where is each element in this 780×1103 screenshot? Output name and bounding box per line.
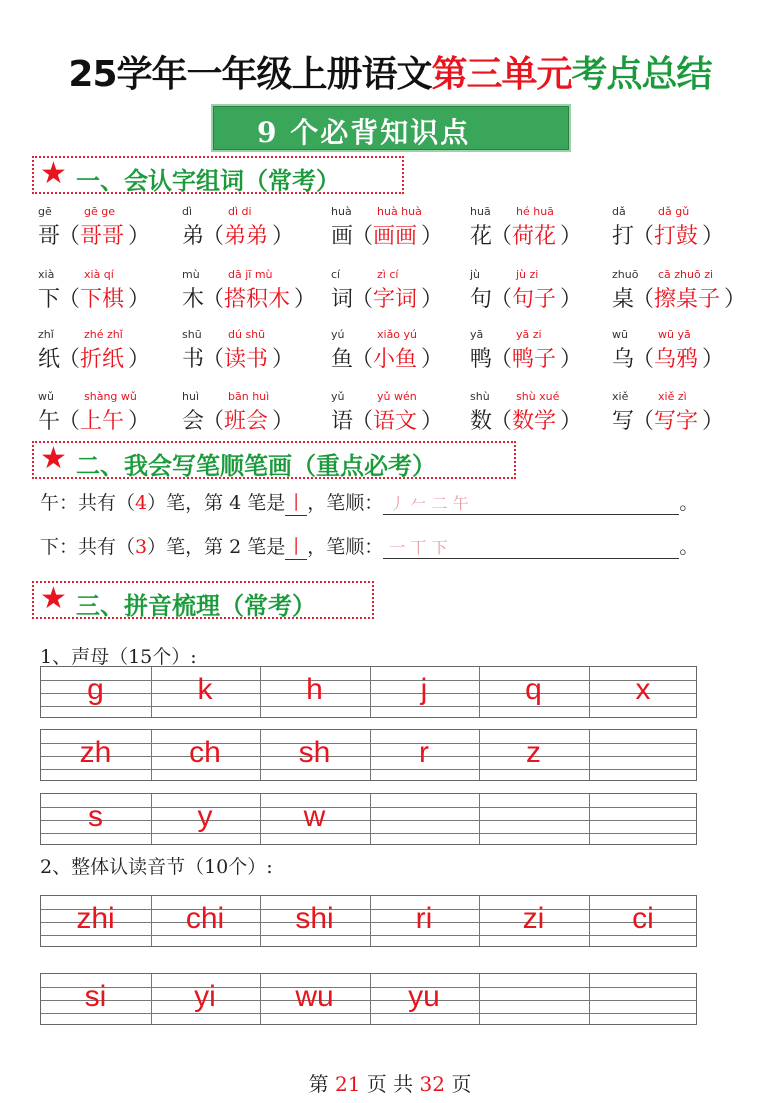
vocab-cell <box>331 390 481 440</box>
vocab-char-pinyin: zhuō <box>612 268 639 281</box>
vocab-char-pinyin: dǎ <box>612 205 626 218</box>
word: 荷花 <box>512 224 557 249</box>
grid-divider <box>589 974 590 1024</box>
vocab-char: 写 <box>612 409 635 434</box>
vocab-char: 花 <box>470 224 493 249</box>
vocab-cell <box>38 268 188 318</box>
total-pages: 32 <box>419 1072 445 1096</box>
word-pinyin: bān huì <box>228 390 270 403</box>
close-paren: ） <box>702 224 725 249</box>
pinyin-grid-row <box>40 666 697 718</box>
star-icon: ★ <box>40 441 67 476</box>
pinyin-cell: x <box>635 673 651 706</box>
pinyin-cell: yi <box>194 980 216 1013</box>
pinyin-cell: j <box>420 673 428 706</box>
pinyin-cell: shi <box>295 902 334 935</box>
word: 句子 <box>512 287 557 312</box>
vocab-cell <box>470 205 620 255</box>
vocab-char: 木 <box>182 287 205 312</box>
grid-divider <box>589 730 590 780</box>
word: 折纸 <box>80 347 125 372</box>
vocab-cell <box>182 328 332 378</box>
word-pinyin: xiě zì <box>658 390 687 403</box>
open-paren: （ <box>632 347 655 372</box>
vocab-char-pinyin: yā <box>470 328 484 341</box>
vocab-char-pinyin: xià <box>38 268 55 281</box>
title-part2: 第三单元 <box>431 54 572 95</box>
text: ）笔，第 4 笔是 <box>147 492 286 514</box>
word-pinyin: yā zi <box>516 328 542 341</box>
section-title-2: 二、我会写笔顺笔画（重点必考） <box>76 452 436 480</box>
open-paren: （ <box>351 409 374 434</box>
close-paren: ） <box>128 409 151 434</box>
footer-text: 第 <box>308 1072 335 1096</box>
text: ，笔顺： <box>307 536 384 558</box>
grid-divider <box>589 794 590 844</box>
stroke-order: 一 丅 下 <box>389 538 448 557</box>
text: 。 <box>679 536 699 558</box>
vocab-char: 弟 <box>182 224 205 249</box>
vocab-char-pinyin: huà <box>331 205 352 218</box>
pinyin-cell: r <box>419 736 429 769</box>
vocab-char: 句 <box>470 287 493 312</box>
title-part1: 25学年一年级上册语文 <box>68 54 432 95</box>
vocab-char: 打 <box>612 224 635 249</box>
close-paren: ） <box>128 287 151 312</box>
stroke-answer: 丨 <box>285 488 307 516</box>
open-paren: （ <box>490 224 513 249</box>
footer-text: 页 共 <box>360 1072 420 1096</box>
word-pinyin: dì di <box>228 205 252 218</box>
open-paren: （ <box>202 224 225 249</box>
word-pinyin: zì cí <box>377 268 399 281</box>
vocab-char-pinyin: wū <box>612 328 628 341</box>
close-paren: ） <box>702 347 725 372</box>
open-paren: （ <box>351 347 374 372</box>
pinyin-cell: ci <box>632 902 654 935</box>
vocab-char: 会 <box>182 409 205 434</box>
word: 班会 <box>224 409 269 434</box>
vocab-cell <box>182 268 332 318</box>
vocab-char: 桌 <box>612 287 635 312</box>
word-pinyin: wū yā <box>658 328 691 341</box>
pinyin-grid-row <box>40 973 697 1025</box>
footer-text: 页 <box>444 1072 472 1096</box>
pinyin-cell: w <box>303 800 326 833</box>
word-pinyin: dú shū <box>228 328 266 341</box>
word-pinyin: xià qí <box>84 268 114 281</box>
pinyin-cell: zi <box>522 902 545 935</box>
open-paren: （ <box>351 287 374 312</box>
stroke-count: 3 <box>135 536 148 558</box>
vocab-cell <box>612 268 762 318</box>
word-pinyin: dǎ gǔ <box>658 205 690 218</box>
stroke-order-blank <box>383 491 679 515</box>
pinyin-cell: zh <box>79 736 112 769</box>
close-paren: ） <box>421 409 444 434</box>
close-paren: ） <box>421 287 444 312</box>
stroke-line-2 <box>40 532 698 560</box>
star-icon: ★ <box>40 581 67 616</box>
vocab-char: 下 <box>38 287 61 312</box>
vocab-char-pinyin: huā <box>470 205 491 218</box>
word: 哥哥 <box>80 224 125 249</box>
open-paren: （ <box>632 287 655 312</box>
pinyin-cell: si <box>84 980 107 1013</box>
open-paren: （ <box>58 347 81 372</box>
word-pinyin: huà huà <box>377 205 422 218</box>
word-pinyin: dā jī mù <box>228 268 273 281</box>
open-paren: （ <box>202 287 225 312</box>
vocab-char-pinyin: zhǐ <box>38 328 54 341</box>
close-paren: ） <box>724 287 747 312</box>
vocab-char: 鱼 <box>331 347 354 372</box>
open-paren: （ <box>490 409 513 434</box>
vocab-char: 数 <box>470 409 493 434</box>
text: 。 <box>679 492 699 514</box>
text: ：共有（ <box>59 536 136 558</box>
vocab-cell <box>182 390 332 440</box>
pinyin-grid-row <box>40 793 697 845</box>
initials-label: 1、声母（15个）: <box>40 646 197 668</box>
word: 写字 <box>654 409 699 434</box>
pinyin-cell: wu <box>295 980 334 1013</box>
page-number: 21 <box>335 1072 361 1096</box>
vocab-char-pinyin: wǔ <box>38 390 54 403</box>
close-paren: ） <box>272 224 295 249</box>
vocab-cell <box>612 390 762 440</box>
stroke-count: 4 <box>135 492 148 514</box>
page-footer <box>0 1068 780 1097</box>
close-paren: ） <box>560 287 583 312</box>
vocab-cell <box>38 328 188 378</box>
vocab-char-pinyin: gē <box>38 205 52 218</box>
close-paren: ） <box>128 224 151 249</box>
close-paren: ） <box>560 224 583 249</box>
close-paren: ） <box>421 347 444 372</box>
word: 下棋 <box>80 287 125 312</box>
vocab-char-pinyin: mù <box>182 268 200 281</box>
grid-divider <box>370 794 371 844</box>
vocab-cell <box>38 390 188 440</box>
vocab-cell <box>470 268 620 318</box>
pinyin-cell: yu <box>408 980 440 1013</box>
word: 数学 <box>512 409 557 434</box>
page-title <box>0 46 780 97</box>
section-title-1: 一、会认字组词（常考） <box>76 167 340 195</box>
word: 乌鸦 <box>654 347 699 372</box>
vocab-cell <box>38 205 188 255</box>
open-paren: （ <box>202 347 225 372</box>
vocab-char-pinyin: xiě <box>612 390 629 403</box>
word-pinyin: yǔ wén <box>377 390 417 403</box>
open-paren: （ <box>58 224 81 249</box>
word: 打鼓 <box>654 224 699 249</box>
vocab-char: 词 <box>331 287 354 312</box>
vocab-char: 乌 <box>612 347 635 372</box>
pinyin-cell: g <box>87 673 104 706</box>
close-paren: ） <box>702 409 725 434</box>
vocab-char: 午 <box>38 409 61 434</box>
vocab-cell <box>331 328 484 378</box>
vocab-char-pinyin: shù <box>470 390 490 403</box>
vocab-cell <box>612 328 762 378</box>
vocab-char: 书 <box>182 347 205 372</box>
word: 搭积木 <box>224 287 291 312</box>
star-icon: ★ <box>40 156 67 191</box>
open-paren: （ <box>351 224 374 249</box>
open-paren: （ <box>202 409 225 434</box>
title-part3: 考点总结 <box>571 54 712 95</box>
close-paren: ） <box>560 347 583 372</box>
word: 字词 <box>373 287 418 312</box>
vocab-char: 鸭 <box>470 347 493 372</box>
section-title-3: 三、拼音梳理（常考） <box>76 592 316 620</box>
open-paren: （ <box>632 224 655 249</box>
section-heading-3 <box>32 581 374 619</box>
vocab-char-pinyin: shū <box>182 328 202 341</box>
text: ，笔顺： <box>307 492 384 514</box>
vocab-cell <box>470 390 620 440</box>
vocab-char: 纸 <box>38 347 61 372</box>
word-pinyin: jù zi <box>516 268 539 281</box>
pinyin-cell: q <box>525 673 542 706</box>
word-pinyin: shù xué <box>516 390 560 403</box>
word-pinyin: shàng wǔ <box>84 390 137 403</box>
word-pinyin: zhé zhǐ <box>84 328 123 341</box>
vocab-char: 语 <box>331 409 354 434</box>
grid-divider <box>479 974 480 1024</box>
section-heading-1 <box>32 156 404 194</box>
pinyin-cell: chi <box>185 902 225 935</box>
open-paren: （ <box>490 287 513 312</box>
text: ）笔，第 2 笔是 <box>147 536 286 558</box>
vocab-char-pinyin: cí <box>331 268 341 281</box>
stroke-answer: 丨 <box>285 532 307 560</box>
close-paren: ） <box>421 224 444 249</box>
word: 读书 <box>224 347 269 372</box>
word: 画画 <box>373 224 418 249</box>
word-pinyin: hé huā <box>516 205 554 218</box>
vocab-cell <box>470 328 620 378</box>
word-pinyin: xiǎo yú <box>377 328 418 341</box>
pinyin-cell: h <box>306 673 323 706</box>
vocab-cell <box>331 205 481 255</box>
banner-text: 9 个必背知识点 <box>257 116 471 149</box>
word-pinyin: cā zhuō zi <box>658 268 714 281</box>
syllables-label: 2、整体认读音节（10个）: <box>40 856 273 878</box>
pinyin-cell: sh <box>298 736 331 769</box>
close-paren: ） <box>560 409 583 434</box>
word: 语文 <box>373 409 418 434</box>
vocab-char-pinyin: yú <box>331 328 345 341</box>
vocab-char: 哥 <box>38 224 61 249</box>
open-paren: （ <box>58 287 81 312</box>
word-pinyin: gē ge <box>84 205 115 218</box>
vocab-cell <box>331 268 481 318</box>
vocab-char-pinyin: dì <box>182 205 193 218</box>
vocab-cell <box>612 205 762 255</box>
close-paren: ） <box>294 287 317 312</box>
stroke-order: 丿 𠂉 二 午 <box>389 494 469 513</box>
pinyin-cell: s <box>88 800 103 833</box>
char: 午 <box>40 492 60 514</box>
word: 小鱼 <box>373 347 418 372</box>
grid-divider <box>479 794 480 844</box>
close-paren: ） <box>272 409 295 434</box>
close-paren: ） <box>272 347 295 372</box>
vocab-cell <box>182 205 332 255</box>
word: 擦桌子 <box>654 287 721 312</box>
vocab-char-pinyin: huì <box>182 390 199 403</box>
vocab-char-pinyin: yǔ <box>331 390 345 403</box>
pinyin-cell: ch <box>189 736 221 769</box>
subtitle-banner <box>211 104 571 152</box>
vocab-char-pinyin: jù <box>470 268 481 281</box>
stroke-order-blank <box>383 535 679 559</box>
word: 上午 <box>80 409 125 434</box>
pinyin-cell: z <box>526 736 541 769</box>
pinyin-grid-row <box>40 895 697 947</box>
pinyin-grid-row <box>40 729 697 781</box>
word: 弟弟 <box>224 224 269 249</box>
pinyin-cell: zhi <box>76 902 115 935</box>
close-paren: ） <box>128 347 151 372</box>
pinyin-cell: k <box>197 673 213 706</box>
text: ：共有（ <box>59 492 136 514</box>
vocab-char: 画 <box>331 224 354 249</box>
open-paren: （ <box>490 347 513 372</box>
pinyin-cell: y <box>197 800 213 833</box>
pinyin-cell: ri <box>415 902 433 935</box>
word: 鸭子 <box>512 347 557 372</box>
open-paren: （ <box>632 409 655 434</box>
open-paren: （ <box>58 409 81 434</box>
stroke-line-1 <box>40 488 698 516</box>
section-heading-2 <box>32 441 516 479</box>
char: 下 <box>40 536 60 558</box>
